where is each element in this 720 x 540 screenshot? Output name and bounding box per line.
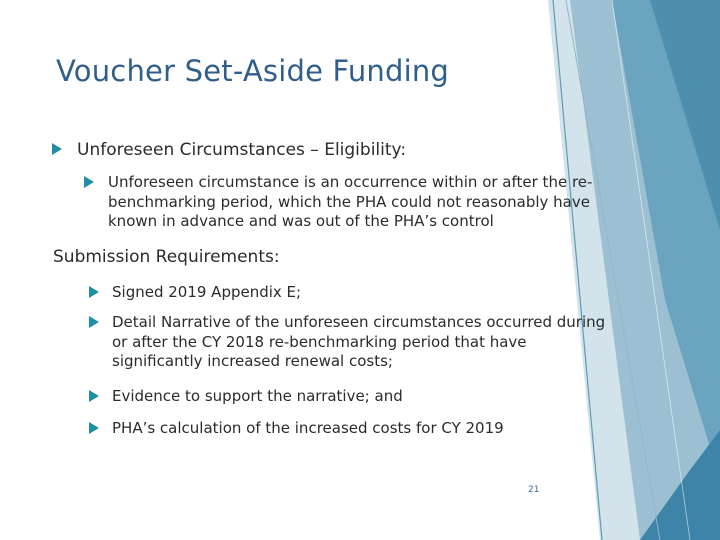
submission-heading: Submission Requirements: — [53, 247, 280, 267]
diamond-bullet-icon — [89, 422, 99, 434]
requirement-item — [89, 387, 619, 407]
diamond-bullet-icon — [89, 316, 99, 328]
eligibility-detail: Unforeseen circumstance is an occurrence within or after the re-benchmarking period, which the PHA could not reasonably have known in advance and was out of the PHA’s control — [108, 173, 593, 230]
requirement-item — [89, 283, 619, 303]
diamond-bullet-icon — [84, 176, 94, 188]
eligibility-heading: Unforeseen Circumstances – Eligibility: — [77, 140, 407, 160]
requirement-text: PHA’s calculation of the increased costs for CY 2019 — [112, 419, 504, 437]
diamond-bullet-icon — [89, 286, 99, 298]
requirement-item — [89, 313, 619, 372]
eligibility-detail-bullet — [84, 173, 604, 232]
requirement-text: Detail Narrative of the unforeseen circumstances occurred during or after the CY 2018 re-benchmarking period that have significantly increased renewal costs; — [112, 313, 606, 370]
diamond-bullet-icon — [89, 390, 99, 402]
eligibility-bullet — [52, 140, 406, 160]
diamond-bullet-icon — [52, 143, 62, 155]
requirement-text: Signed 2019 Appendix E; — [112, 283, 302, 301]
requirement-text: Evidence to support the narrative; and — [112, 387, 403, 405]
slide-title: Voucher Set-Aside Funding — [56, 54, 450, 88]
page-number: 21 — [528, 485, 540, 495]
requirement-item — [89, 419, 619, 439]
